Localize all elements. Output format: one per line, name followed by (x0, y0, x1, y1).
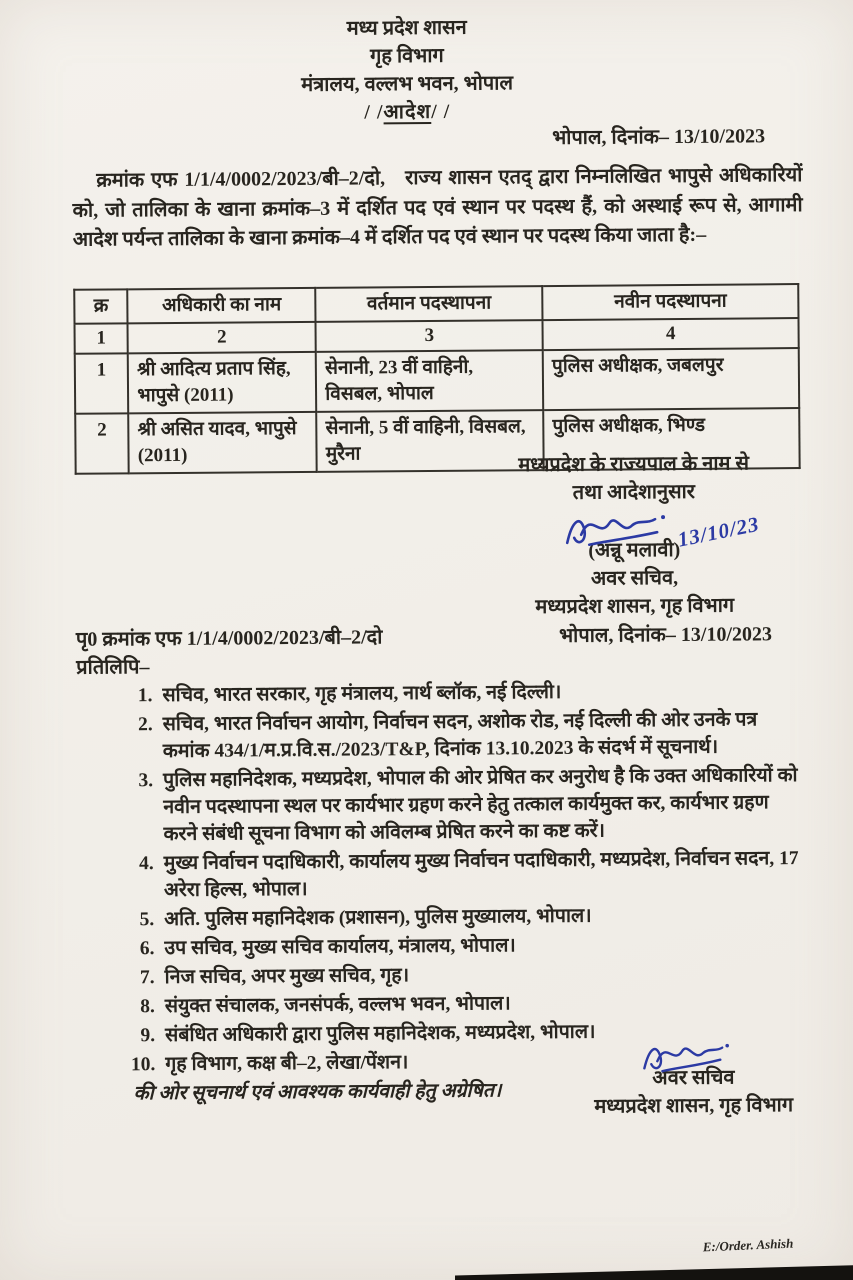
list-item-text: उप सचिव, मुख्य सचिव कार्यालय, मंत्रालय, भोपाल। (164, 935, 516, 960)
list-item-text: मुख्य निर्वाचन पदाधिकारी, कार्यालय मुख्य निर्वाचन पदाधिकारी, मध्यप्रदेश, निर्वाचन सदन, 17 अरेरा हिल्स, भोपाल। (163, 848, 799, 902)
list-item (122, 845, 800, 904)
signature-scribble-icon (559, 508, 679, 553)
list-item (120, 677, 798, 709)
index-cell-1: 1 (75, 323, 128, 353)
signatory-designation: अवर सचिव (652, 1066, 735, 1090)
handwritten-signature-area (558, 1037, 828, 1079)
signatory-org: मध्यप्रदेश शासन, गृह विभाग (535, 594, 735, 619)
index-cell-3: 3 (316, 320, 543, 352)
index-cell-2: 2 (128, 322, 316, 353)
order-word: आदेश (383, 100, 432, 124)
list-item-number: 9. (140, 1025, 156, 1047)
row1-current-posting: सेनानी, 23 वीं वाहिनी, विसबल, भोपाल (316, 350, 543, 412)
list-item (123, 959, 801, 991)
signature-scribble-icon (638, 1038, 733, 1079)
row1-officer-name: श्री आदित्य प्रताप सिंह, भापुसे (2011) (128, 352, 316, 413)
endorsement-line (76, 619, 772, 651)
signature-block-under-secretary (558, 1035, 829, 1121)
list-item-text: सचिव, भारत निर्वाचन आयोग, निर्वाचन सदन, अशोक रोड, नई दिल्ली की ओर उनके पत्र कमांक 434/1/म.प्र.वि.स./2023/T&P, दिनांक 13.10.2023 के संदर्भ में सूचनार्थ। (162, 709, 758, 763)
row2-officer-name: श्री असित यादव, भापुसे (2011) (128, 412, 316, 473)
file-reference-note: E:/Order. Ashish (702, 1235, 794, 1255)
list-item-number: 2. (137, 714, 153, 736)
row1-serial: 1 (75, 353, 129, 413)
copy-to-label: प्रतिलिपि– (76, 656, 150, 679)
list-item-text: संयुक्त संचालक, जनसंपर्क, वल्लभ भवन, भोपाल। (164, 993, 511, 1018)
col-header-new-posting: नवीन पदस्थापना (542, 284, 798, 320)
list-item (121, 706, 799, 765)
row1-new-posting: पुलिस अधीक्षक, जबलपुर (543, 348, 799, 410)
signatory-name: (अन्नू मलावी) (588, 539, 681, 562)
index-cell-4: 4 (543, 318, 799, 350)
list-item (122, 930, 800, 962)
list-item-text: पुलिस महानिदेशक, मध्यप्रदेश, भोपाल की ओर प्रेषित कर अनुरोध है कि उक्त अधिकारियों को नवीन पदस्थापना स्थल पर कार्यभार ग्रहण करने हेतु तत्काल कार्यमुक्त कर, कार्यभार ग्रहण करने संबंधी सूचना विभाग को अविलम्ब प्रेषित करने का कष्ट करें। (163, 765, 798, 846)
order-body-paragraph: क्रमांक एफ 1/1/4/0002/2023/बी–2/दो, राज्य शासन एतद् द्वारा निम्नलिखित भापुसे अधिकारियों को, जो तालिका के खाना क्रमांक–3 में दर्शित पद एवं स्थान पर पदस्थ हैं, को अस्थाई रूप से, आगामी आदेश पर्यन्त तालिका के खाना क्रमांक–4 में दर्शित पद एवं स्थान पर पदस्थ किया जाता है:– (72, 164, 803, 251)
list-item (121, 762, 800, 848)
list-item-number: 5. (139, 909, 155, 931)
handwritten-date: 13/10/23 (675, 511, 762, 552)
list-item-number: 3. (138, 770, 154, 792)
header-government: मध्य प्रदेश शासन (346, 16, 467, 40)
table-row (75, 348, 799, 414)
forwarding-note: की ओर सूचनार्थ एवं आवश्यक कार्यवाही हेतु अग्रेषित। (133, 1080, 502, 1105)
list-item-number: 10. (130, 1054, 156, 1076)
signature-block-governor (449, 449, 820, 622)
col-header-officer-name: अधिकारी का नाम (127, 288, 315, 323)
list-item-number: 4. (139, 853, 154, 875)
posting-table (73, 283, 800, 475)
list-item-text: अति. पुलिस महानिदेशक (प्रशासन), पुलिस मुख्यालय, भोपाल। (164, 905, 592, 931)
row2-serial: 2 (75, 413, 129, 473)
list-item-number: 7. (139, 967, 155, 989)
col-header-current-posting: वर्तमान पदस्थापना (315, 286, 542, 322)
list-item (123, 988, 801, 1020)
row2-new-posting: पुलिस अधीक्षक, भिण्ड (543, 408, 799, 470)
by-order-line2: तथा आदेशानुसार (572, 480, 696, 504)
issue-date-line: भोपाल, दिनांक– 13/10/2023 (552, 125, 766, 149)
list-item-text: संबंधित अधिकारी द्वारा पुलिस महानिदेशक, मध्यप्रदेश, भोपाल। (165, 1021, 596, 1047)
header-address: मंत्रालय, वल्लभ भवन, भोपाल (301, 72, 514, 96)
header-department: गृह विभाग (369, 44, 444, 68)
endorsement-ref: पृ0 क्रमांक एफ 1/1/4/0002/2023/बी–2/दो (75, 626, 383, 651)
by-order-line1: मध्यप्रदेश के राज्यपाल के नाम से (518, 452, 750, 477)
order-suffix: / / (431, 100, 451, 123)
list-item (122, 901, 800, 933)
col-header-serial: क्र (74, 289, 127, 323)
list-item-number: 8. (140, 996, 155, 1018)
list-item-number: 1. (137, 685, 153, 707)
table-header-row (74, 284, 798, 324)
list-item-number: 6. (139, 938, 155, 960)
endorsement-date: भोपाल, दिनांक– 13/10/2023 (558, 623, 773, 647)
list-item-text: गृह विभाग, कक्ष बी–2, लेखा/पेंशन। (165, 1052, 409, 1076)
list-item-text: निज सचिव, अपर मुख्य सचिव, गृह। (164, 965, 410, 989)
row2-current-posting: सेनानी, 5 वीं वाहिनी, विसबल, मुरैना (316, 410, 543, 472)
signatory-org: मध्यप्रदेश शासन, गृह विभाग (594, 1094, 794, 1118)
list-item-text: सचिव, भारत सरकार, गृह मंत्रालय, नार्थ ब्लॉक, नई दिल्ली। (162, 681, 562, 707)
handwritten-signature-area (449, 507, 819, 554)
signatory-designation: अवर सचिव, (590, 567, 679, 590)
order-prefix: / / (364, 101, 384, 124)
document-header (0, 11, 819, 129)
